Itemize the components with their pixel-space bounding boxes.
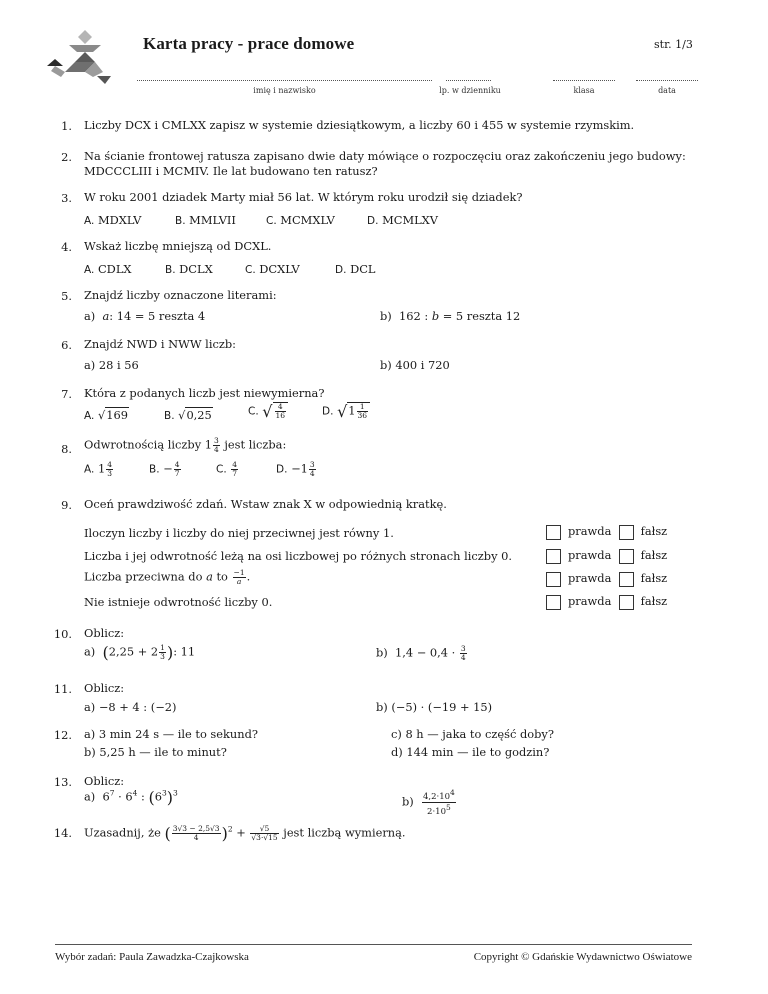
false-checkbox[interactable]	[619, 572, 634, 587]
task-8-option-b: B. − $\frac{4}{7}$	[149, 460, 180, 478]
task-10-part-b: b) 1,4 − 0,4 · $\frac{3}{4}$	[376, 644, 466, 662]
task-3-option-d: D. MCMLXV	[367, 213, 439, 227]
task-13-part-a: a) $6^7 \cdot 6^4$ : $(6^3)^3$	[84, 788, 178, 807]
task-11-number: 11.	[53, 682, 72, 696]
task-14-number: 14.	[53, 826, 72, 840]
task-13-part-b: b) $\frac{4,2\cdot 10^4}{2\cdot 10^5}$	[402, 788, 455, 817]
task-11-part-b: b) (−5) · (−19 + 15)	[376, 700, 493, 714]
statement-2: Liczba i jej odwrotność leżą na osi liczbowej po różnych stronach liczby 0.	[84, 549, 513, 563]
task-4-option-a: A. CDLX	[84, 262, 132, 276]
task-3-option-c: C. MCMXLV	[266, 213, 335, 227]
footer-copyright: Copyright © Gdańskie Wydawnictwo Oświatowe	[473, 951, 692, 963]
task-6-text: Znajdź NWD i NWW liczb:	[84, 337, 236, 351]
task-11-text: Oblicz:	[84, 681, 125, 695]
true-checkbox[interactable]	[546, 525, 561, 540]
task-7-option-a: A. √169	[84, 408, 128, 422]
task-8-number: 8.	[61, 442, 72, 456]
task-12-part-c: c) 8 h — jaka to część doby?	[391, 727, 554, 741]
journal-number-field[interactable]	[446, 79, 491, 81]
task-3-option-a: A. MDXLV	[84, 213, 142, 227]
task-6-number: 6.	[61, 338, 72, 352]
class-field[interactable]	[553, 79, 615, 81]
footer-author: Wybór zadań: Paula Zawadzka-Czajkowska	[55, 951, 249, 963]
task-4-option-d: D. DCL	[335, 262, 376, 276]
task-4-option-b: B. DCLX	[165, 262, 213, 276]
task-4-text: Wskaż liczbę mniejszą od DCXL.	[84, 239, 272, 253]
tangram-logo-icon	[47, 30, 117, 86]
task-4-option-c: C. DCXLV	[245, 262, 300, 276]
task-7-option-d: D. √1 $\frac{1}{36}$	[322, 402, 370, 421]
task-8-option-c: C. $\frac{4}{7}$	[216, 460, 238, 478]
task-3-number: 3.	[61, 191, 72, 205]
task-12-number: 12.	[53, 728, 72, 742]
name-field[interactable]	[137, 79, 432, 81]
row-4-answers: prawda fałsz	[546, 594, 667, 610]
task-7-number: 7.	[61, 387, 72, 401]
task-7-option-b: B. √0,25	[164, 408, 212, 422]
true-checkbox[interactable]	[546, 549, 561, 564]
task-1-text: Liczby DCX i CMLXX zapisz w systemie dziesiątkowym, a liczby 60 i 455 w systemie rzymskim.	[84, 118, 635, 132]
task-2-text-line2: MDCCCLIII i MCMIV. Ile lat budowano ten ratusz?	[84, 164, 378, 178]
task-9-text: Oceń prawdziwość zdań. Wstaw znak X w odpowiednią kratkę.	[84, 497, 447, 511]
task-5-part-a: a) a: 14 = 5 reszta 4	[84, 309, 206, 323]
row-1-answers: prawda fałsz	[546, 524, 667, 540]
class-label: klasa	[573, 86, 595, 95]
task-10-number: 10.	[53, 627, 72, 641]
task-2-number: 2.	[61, 150, 72, 164]
footer-divider	[55, 944, 692, 945]
statement-4: Nie istnieje odwrotność liczby 0.	[84, 595, 273, 609]
task-14-text: Uzasadnij, że ( $\frac{3√3 - 2,5√3}{4}$ )$^2$ + $\frac{√5}{√3\cdot√15}$ jest liczbą wymierną.	[84, 824, 406, 843]
row-2-answers: prawda fałsz	[546, 548, 667, 564]
task-5-number: 5.	[61, 289, 72, 303]
journal-number-label: lp. w dzienniku	[439, 86, 501, 95]
task-6-part-a: a) 28 i 56	[84, 358, 139, 372]
true-checkbox[interactable]	[546, 595, 561, 610]
task-7-text: Która z podanych liczb jest niewymierna?	[84, 386, 325, 400]
task-5-part-b: b) 162 : b = 5 reszta 12	[380, 309, 521, 323]
false-checkbox[interactable]	[619, 549, 634, 564]
task-3-text: W roku 2001 dziadek Marty miał 56 lat. W którym roku urodził się dziadek?	[84, 190, 523, 204]
false-checkbox[interactable]	[619, 525, 634, 540]
task-6-part-b: b) 400 i 720	[380, 358, 450, 372]
statement-3: Liczba przeciwna do a to $\frac{-1}{a}$ .	[84, 568, 251, 586]
task-8-text: Odwrotnością liczby 1 $\frac{3}{4}$ jest liczba:	[84, 436, 287, 454]
task-12-part-b: b) 5,25 h — ile to minut?	[84, 745, 227, 759]
task-10-text: Oblicz:	[84, 626, 125, 640]
task-4-number: 4.	[61, 240, 72, 254]
task-12-part-a: a) 3 min 24 s — ile to sekund?	[84, 727, 258, 741]
page-title: Karta pracy - prace domowe	[143, 34, 355, 53]
date-field[interactable]	[636, 79, 698, 81]
date-label: data	[658, 86, 676, 95]
task-13-number: 13.	[53, 775, 72, 789]
task-13-text: Oblicz:	[84, 774, 125, 788]
task-5-text: Znajdź liczby oznaczone literami:	[84, 288, 277, 302]
task-3-option-b: B. MMLVII	[175, 213, 236, 227]
task-9-number: 9.	[61, 498, 72, 512]
statement-1: Iloczyn liczby i liczby do niej przeciwnej jest równy 1.	[84, 526, 394, 540]
true-checkbox[interactable]	[546, 572, 561, 587]
task-8-option-d: D. −1 $\frac{3}{4}$	[276, 460, 315, 478]
task-7-option-c: C. √ $\frac{4}{16}$	[248, 402, 288, 421]
task-10-part-a: a) (2,25 + 2 $\frac{1}{3}$ ): 11	[84, 643, 196, 662]
task-8-option-a: A. 1 $\frac{4}{3}$	[84, 460, 112, 478]
task-12-part-d: d) 144 min — ile to godzin?	[391, 745, 550, 759]
name-field-label: imię i nazwisko	[253, 86, 316, 95]
page-number: str. 1/3	[654, 38, 693, 51]
false-checkbox[interactable]	[619, 595, 634, 610]
task-1-number: 1.	[61, 119, 72, 133]
task-2-text-line1: Na ścianie frontowej ratusza zapisano dwie daty mówiące o rozpoczęciu oraz zakończeniu jego budowy:	[84, 149, 686, 163]
task-11-part-a: a) −8 + 4 : (−2)	[84, 700, 177, 714]
row-3-answers: prawda fałsz	[546, 571, 667, 587]
